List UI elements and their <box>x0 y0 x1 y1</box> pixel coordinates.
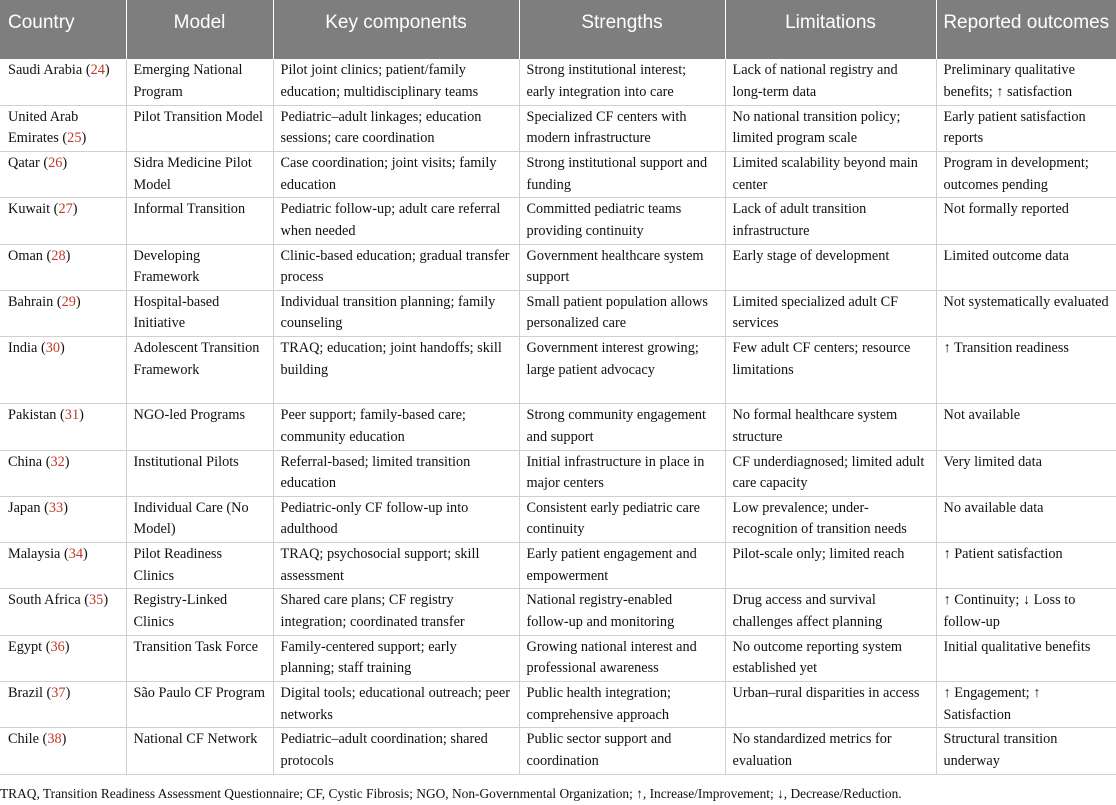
cell-reported-outcomes: ↑ Patient satisfaction <box>936 543 1116 589</box>
cell-country: India (30) <box>0 337 126 404</box>
table-row <box>0 543 1116 589</box>
table-row <box>0 635 1116 681</box>
cell-country: Kuwait (27) <box>0 198 126 244</box>
cell-limitations: Early stage of development <box>725 244 936 290</box>
header-key-components: Key components <box>273 0 519 59</box>
cell-reported-outcomes: Initial qualitative benefits <box>936 635 1116 681</box>
reference-number: 26 <box>48 155 63 172</box>
cell-strengths: Specialized CF centers with modern infrastructure <box>519 105 725 151</box>
cell-country: United Arab Emirates (25) <box>0 105 126 151</box>
header-strengths: Strengths <box>519 0 725 59</box>
table-row <box>0 244 1116 290</box>
cell-strengths: Early patient engagement and empowerment <box>519 543 725 589</box>
cell-strengths: Public health integration; comprehensive approach <box>519 682 725 728</box>
cell-model: Pilot Transition Model <box>126 105 273 151</box>
cell-country: Saudi Arabia (24) <box>0 59 126 105</box>
header-reported-outcomes: Reported outcomes <box>936 0 1116 59</box>
cell-country: Bahrain (29) <box>0 290 126 336</box>
reference-number: 30 <box>45 340 61 357</box>
cell-reported-outcomes: ↑ Transition readiness <box>936 337 1116 404</box>
cell-model: São Paulo CF Program <box>126 682 273 728</box>
table-row <box>0 198 1116 244</box>
cell-key-components: Referral-based; limited transition education <box>273 450 519 496</box>
cell-reported-outcomes: Not available <box>936 404 1116 450</box>
table-row <box>0 450 1116 496</box>
reference-number: 37 <box>51 685 66 702</box>
cell-country: Japan (33) <box>0 496 126 542</box>
country-name: Bahrain <box>8 293 54 310</box>
cell-key-components: Family-centered support; early planning; staff training <box>273 635 519 681</box>
table-row <box>0 496 1116 542</box>
reference-number: 32 <box>50 453 65 470</box>
cell-key-components: Pediatric follow-up; adult care referral when needed <box>273 198 519 244</box>
cell-model: Sidra Medicine Pilot Model <box>126 152 273 198</box>
cell-country: Malaysia (34) <box>0 543 126 589</box>
cell-limitations: Drug access and survival challenges affect planning <box>725 589 936 635</box>
table-row <box>0 589 1116 635</box>
cell-model: National CF Network <box>126 728 273 774</box>
table-row <box>0 682 1116 728</box>
cell-model: Emerging National Program <box>126 59 273 105</box>
country-name: Saudi Arabia <box>8 62 83 78</box>
cell-key-components: Case coordination; joint visits; family education <box>273 152 519 198</box>
cell-model: NGO-led Programs <box>126 404 273 450</box>
cell-limitations: Pilot-scale only; limited reach <box>725 543 936 589</box>
cell-strengths: Consistent early pediatric care continuity <box>519 496 725 542</box>
cell-reported-outcomes: Not systematically evaluated <box>936 290 1116 336</box>
cell-strengths: Government interest growing; large patient advocacy <box>519 337 725 404</box>
table-footnote: TRAQ, Transition Readiness Assessment Questionnaire; CF, Cystic Fibrosis; NGO, Non-Governmental Organization; ↑, Increase/Improvement; ↓, Decrease/Reduction. <box>0 786 902 801</box>
table-row <box>0 105 1116 151</box>
cell-limitations: No national transition policy; limited program scale <box>725 105 936 151</box>
cell-key-components: Pilot joint clinics; patient/family education; multidisciplinary teams <box>273 59 519 105</box>
cell-country: South Africa (35) <box>0 589 126 635</box>
cell-strengths: Public sector support and coordination <box>519 728 725 774</box>
cell-limitations: No standardized metrics for evaluation <box>725 728 936 774</box>
cell-reported-outcomes: Structural transition underway <box>936 728 1116 774</box>
cell-country: Pakistan (31) <box>0 404 126 450</box>
cell-reported-outcomes: No available data <box>936 496 1116 542</box>
cell-limitations: CF underdiagnosed; limited adult care capacity <box>725 450 936 496</box>
country-name: South Africa <box>8 592 81 609</box>
cell-model: Hospital-based Initiative <box>126 290 273 336</box>
cell-key-components: Clinic-based education; gradual transfer process <box>273 244 519 290</box>
cell-strengths: Government healthcare system support <box>519 244 725 290</box>
reference-number: 24 <box>90 62 105 78</box>
cell-key-components: Individual transition planning; family counseling <box>273 290 519 336</box>
cell-limitations: Urban–rural disparities in access <box>725 682 936 728</box>
cell-strengths: Initial infrastructure in place in major centers <box>519 450 725 496</box>
cell-country: Chile (38) <box>0 728 126 774</box>
cell-model: Developing Framework <box>126 244 273 290</box>
header-limitations: Limitations <box>725 0 936 59</box>
reference-number: 29 <box>61 293 76 310</box>
reference-number: 35 <box>89 592 104 609</box>
cell-key-components: Pediatric-only CF follow-up into adulthood <box>273 496 519 542</box>
cell-strengths: Committed pediatric teams providing continuity <box>519 198 725 244</box>
country-name: Kuwait <box>8 201 51 218</box>
cell-key-components: Peer support; family-based care; community education <box>273 404 519 450</box>
cell-reported-outcomes: Limited outcome data <box>936 244 1116 290</box>
reference-number: 38 <box>47 731 62 748</box>
cell-country: China (32) <box>0 450 126 496</box>
country-name: Qatar <box>8 155 40 172</box>
cell-model: Registry-Linked Clinics <box>126 589 273 635</box>
country-name: Oman <box>8 247 43 264</box>
cell-limitations: Lack of adult transition infrastructure <box>725 198 936 244</box>
cell-reported-outcomes: Early patient satisfaction reports <box>936 105 1116 151</box>
cell-reported-outcomes: Preliminary qualitative benefits; ↑ satisfaction <box>936 59 1116 105</box>
cell-key-components: Pediatric–adult linkages; education sessions; care coordination <box>273 105 519 151</box>
cell-reported-outcomes: ↑ Continuity; ↓ Loss to follow-up <box>936 589 1116 635</box>
cell-key-components: TRAQ; education; joint handoffs; skill building <box>273 337 519 404</box>
table-row <box>0 59 1116 105</box>
table-row <box>0 290 1116 336</box>
cell-strengths: National registry-enabled follow-up and monitoring <box>519 589 725 635</box>
table-row <box>0 152 1116 198</box>
cell-key-components: Pediatric–adult coordination; shared protocols <box>273 728 519 774</box>
table-body <box>0 59 1116 774</box>
cell-model: Pilot Readiness Clinics <box>126 543 273 589</box>
header-model: Model <box>126 0 273 59</box>
country-name: China <box>8 453 43 470</box>
cell-reported-outcomes: Not formally reported <box>936 198 1116 244</box>
cell-reported-outcomes: Very limited data <box>936 450 1116 496</box>
cell-country: Qatar (26) <box>0 152 126 198</box>
cell-country: Brazil (37) <box>0 682 126 728</box>
header-country: Country <box>0 0 126 59</box>
cell-model: Individual Care (No Model) <box>126 496 273 542</box>
cell-model: Adolescent Transition Framework <box>126 337 273 404</box>
cell-model: Institutional Pilots <box>126 450 273 496</box>
cell-strengths: Strong institutional support and funding <box>519 152 725 198</box>
cell-model: Informal Transition <box>126 198 273 244</box>
cell-strengths: Strong institutional interest; early integration into care <box>519 59 725 105</box>
cell-strengths: Growing national interest and professional awareness <box>519 635 725 681</box>
reference-number: 34 <box>68 546 84 563</box>
cell-key-components: TRAQ; psychosocial support; skill assessment <box>273 543 519 589</box>
cell-limitations: Limited specialized adult CF services <box>725 290 936 336</box>
cell-strengths: Strong community engagement and support <box>519 404 725 450</box>
cell-limitations: No formal healthcare system structure <box>725 404 936 450</box>
cell-limitations: No outcome reporting system established yet <box>725 635 936 681</box>
country-name: Malaysia <box>8 546 61 563</box>
reference-number: 31 <box>64 407 80 424</box>
country-name: Chile <box>8 731 39 748</box>
cell-country: Egypt (36) <box>0 635 126 681</box>
country-name: India <box>8 340 38 357</box>
cell-limitations: Lack of national registry and long-term data <box>725 59 936 105</box>
table-row <box>0 728 1116 774</box>
cell-key-components: Digital tools; educational outreach; peer networks <box>273 682 519 728</box>
cell-reported-outcomes: ↑ Engagement; ↑ Satisfaction <box>936 682 1116 728</box>
cell-country: Oman (28) <box>0 244 126 290</box>
country-name: Pakistan <box>8 407 57 424</box>
reference-number: 36 <box>50 638 65 655</box>
country-name: Brazil <box>8 685 43 702</box>
country-name: United Arab Emirates <box>8 108 79 147</box>
cell-key-components: Shared care plans; CF registry integration; coordinated transfer <box>273 589 519 635</box>
country-name: Japan <box>8 499 41 516</box>
reference-number: 28 <box>51 247 66 264</box>
table-row <box>0 337 1116 404</box>
reference-number: 33 <box>48 499 64 516</box>
country-name: Egypt <box>8 638 43 655</box>
cell-model: Transition Task Force <box>126 635 273 681</box>
table-row <box>0 404 1116 450</box>
cell-limitations: Limited scalability beyond main center <box>725 152 936 198</box>
reference-number: 27 <box>58 201 73 218</box>
reference-number: 25 <box>67 130 82 147</box>
cell-strengths: Small patient population allows personalized care <box>519 290 725 336</box>
cell-limitations: Few adult CF centers; resource limitations <box>725 337 936 404</box>
cell-reported-outcomes: Program in development; outcomes pending <box>936 152 1116 198</box>
table-header-row <box>0 0 1116 59</box>
cell-limitations: Low prevalence; under-recognition of transition needs <box>725 496 936 542</box>
